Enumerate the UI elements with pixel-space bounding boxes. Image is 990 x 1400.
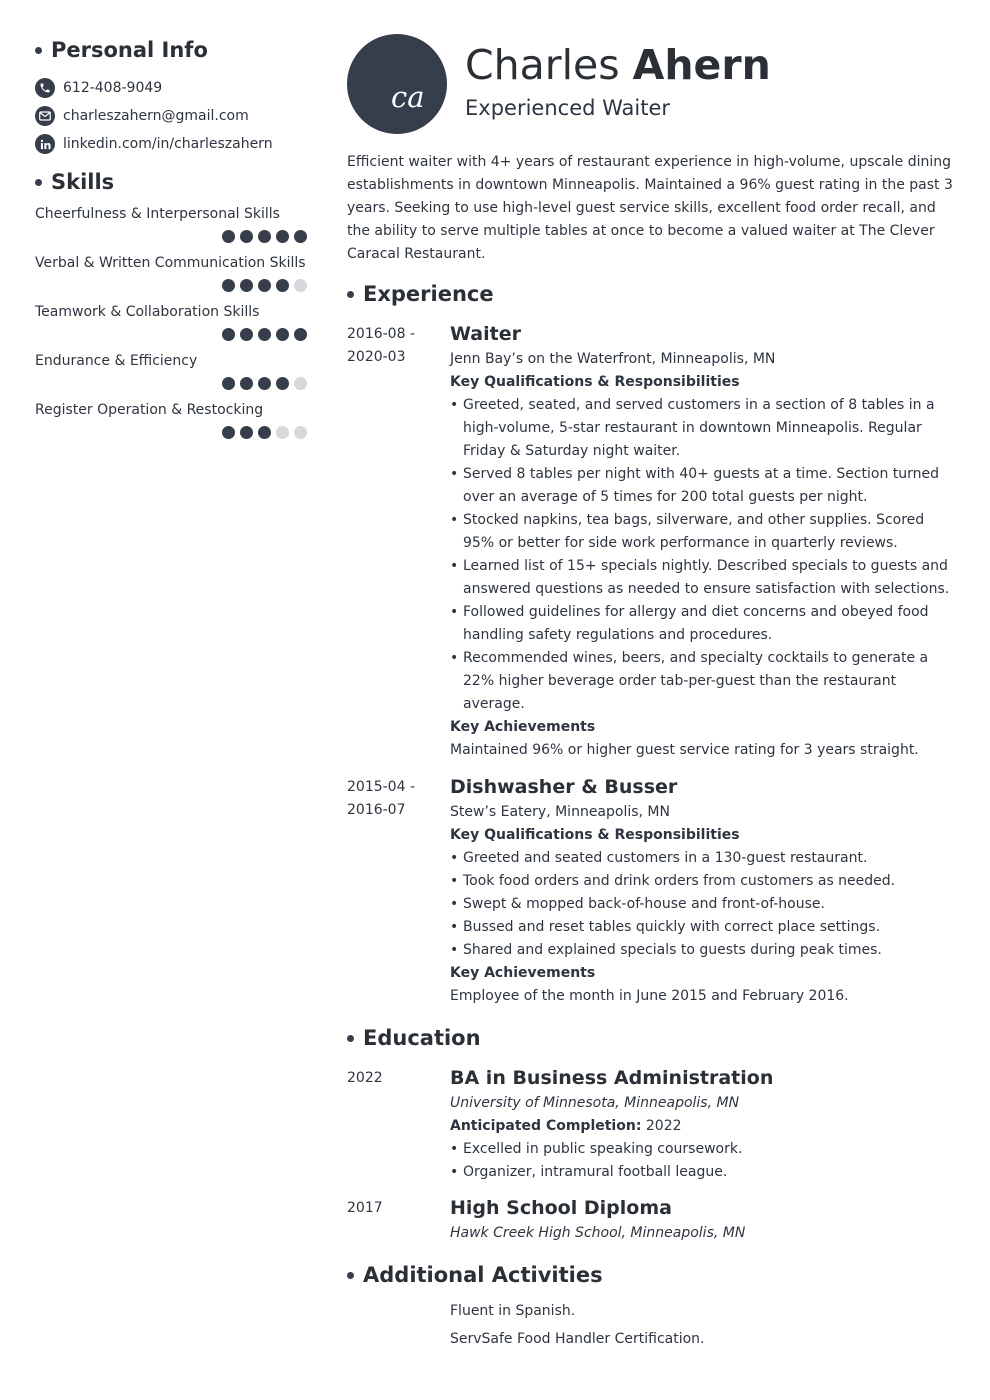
- experience-body: [450, 774, 957, 1008]
- skill-name: Endurance & Efficiency: [35, 353, 198, 369]
- education-heading: Education: [347, 1026, 957, 1050]
- list-item: • Followed guidelines for allergy and diet concerns and obeyed food handling safety regulations and procedures.: [450, 601, 957, 647]
- skill-item: [35, 254, 307, 292]
- rating-dot-filled: [258, 328, 271, 341]
- education-body: [450, 1065, 957, 1184]
- skill-name: Register Operation & Restocking: [35, 402, 264, 418]
- list-item: • Bussed and reset tables quickly with correct place settings.: [450, 916, 957, 939]
- resume-header: [347, 34, 957, 134]
- date-start: 2015-04 -: [347, 779, 415, 795]
- email-address: charleszahern@gmail.com: [63, 108, 249, 124]
- education-bullets: [450, 1138, 957, 1184]
- envelope-icon: [35, 106, 55, 126]
- skills-list: [35, 205, 307, 439]
- company-name: Jenn Bay’s on the Waterfront, Minneapolis, MN: [450, 351, 776, 367]
- list-item: • Swept & mopped back-of-house and front-of-house.: [450, 893, 957, 916]
- list-item: • Served 8 tables per night with 40+ guests at a time. Section turned over an average of 5 times for 200 total guests per night.: [450, 463, 957, 509]
- rating-dot-filled: [294, 328, 307, 341]
- rating-dot-filled: [258, 279, 271, 292]
- activity-item: Fluent in Spanish.: [450, 1303, 576, 1319]
- skill-rating: [35, 230, 307, 243]
- completion-line: [450, 1115, 957, 1138]
- rating-dot-filled: [222, 377, 235, 390]
- company-name: Stew’s Eatery, Minneapolis, MN: [450, 804, 670, 820]
- skill-item: [35, 205, 307, 243]
- rating-dot-filled: [222, 328, 235, 341]
- education-date: 2017: [347, 1200, 383, 1216]
- skill-rating: [35, 279, 307, 292]
- rating-dot-empty: [276, 426, 289, 439]
- achievements-label: Key Achievements: [450, 965, 596, 981]
- rating-dot-filled: [240, 328, 253, 341]
- rating-dot-empty: [294, 426, 307, 439]
- rating-dot-filled: [276, 328, 289, 341]
- list-item: • Shared and explained specials to guests during peak times.: [450, 939, 957, 962]
- rating-dot-filled: [276, 377, 289, 390]
- rating-dot-filled: [240, 230, 253, 243]
- activity-item: ServSafe Food Handler Certification.: [450, 1331, 705, 1347]
- heading-bullet: [347, 291, 354, 298]
- skill-name: Cheerfulness & Interpersonal Skills: [35, 206, 280, 222]
- school-name: University of Minnesota, Minneapolis, MN: [450, 1095, 740, 1111]
- degree-title: BA in Business Administration: [450, 1067, 774, 1089]
- skill-item: [35, 303, 307, 341]
- last-name: Ahern: [632, 41, 771, 89]
- activities-section: [347, 1263, 957, 1347]
- job-role: Waiter: [450, 323, 521, 345]
- rating-dot-empty: [294, 279, 307, 292]
- summary: Efficient waiter with 4+ years of restaurant experience in high-volume, upscale dining establishments in downtown Minneapolis. Maintained a 96% guest rating in the past 3 years. Seeking to use high-level guest service skills, excellent food order recall, and the ability to serve multiple tables at once to become a valued waiter at The Clever Caracal Restaurant.: [347, 154, 953, 262]
- list-item: • Stocked napkins, tea bags, silverware, and other supplies. Scored 95% or better for side work performance in quarterly reviews.: [450, 509, 957, 555]
- rating-dot-filled: [276, 230, 289, 243]
- experience-entry: [347, 774, 957, 1008]
- rating-dot-filled: [276, 279, 289, 292]
- date-start: 2016-08 -: [347, 326, 415, 342]
- linkedin-row[interactable]: [35, 130, 307, 158]
- education-body: [450, 1195, 957, 1245]
- skill-rating: [35, 328, 307, 341]
- skill-name: Teamwork & Collaboration Skills: [35, 304, 260, 320]
- rating-dot-filled: [222, 230, 235, 243]
- phone-number: 612-408-9049: [63, 80, 163, 96]
- responsibilities-label: Key Qualifications & Responsibilities: [450, 374, 740, 390]
- education-date: 2022: [347, 1070, 383, 1086]
- achievement-text: Maintained 96% or higher guest service rating for 3 years straight.: [450, 742, 919, 758]
- skill-item: [35, 401, 307, 439]
- experience-entry: [347, 321, 957, 762]
- list-item: • Excelled in public speaking coursework.: [450, 1138, 957, 1161]
- heading-bullet: [35, 179, 42, 186]
- education-entry: [347, 1195, 957, 1245]
- email-row[interactable]: [35, 102, 307, 130]
- list-item: • Greeted and seated customers in a 130-guest restaurant.: [450, 847, 957, 870]
- first-name: Charles: [465, 41, 620, 89]
- avatar-initials: ca: [391, 80, 425, 114]
- degree-title: High School Diploma: [450, 1197, 672, 1219]
- list-item: • Learned list of 15+ specials nightly. Described specials to guests and answered questions as needed to ensure satisfaction with selections.: [450, 555, 957, 601]
- list-item: • Organizer, intramural football league.: [450, 1161, 957, 1184]
- activities-heading: Additional Activities: [347, 1263, 957, 1287]
- experience-heading: Experience: [347, 282, 957, 306]
- rating-dot-filled: [240, 426, 253, 439]
- list-item: • Took food orders and drink orders from customers as needed.: [450, 870, 957, 893]
- experience-dates: [347, 774, 450, 1008]
- completion-label: Anticipated Completion:: [450, 1118, 642, 1134]
- personal-info-heading: Personal Info: [35, 38, 307, 62]
- school-name: Hawk Creek High School, Minneapolis, MN: [450, 1225, 746, 1241]
- experience-dates: [347, 321, 450, 762]
- responsibilities-list: [450, 847, 957, 962]
- responsibilities-label: Key Qualifications & Responsibilities: [450, 827, 740, 843]
- responsibilities-list: [450, 394, 957, 716]
- education-section: [347, 1026, 957, 1245]
- rating-dot-filled: [294, 230, 307, 243]
- experience-body: [450, 321, 957, 762]
- main-content: [347, 34, 957, 1347]
- linkedin-icon: [35, 134, 55, 154]
- date-end: 2016-07: [347, 802, 406, 818]
- phone-row[interactable]: [35, 74, 307, 102]
- rating-dot-filled: [222, 279, 235, 292]
- name-block: [465, 40, 771, 120]
- initials-avatar: [347, 34, 447, 134]
- rating-dot-filled: [258, 230, 271, 243]
- skills-heading: Skills: [35, 170, 307, 194]
- education-entry: [347, 1065, 957, 1184]
- job-role: Dishwasher & Busser: [450, 776, 678, 798]
- completion-value: 2022: [645, 1118, 682, 1134]
- rating-dot-filled: [258, 426, 271, 439]
- rating-dot-filled: [240, 377, 253, 390]
- achievements-label: Key Achievements: [450, 719, 596, 735]
- candidate-name: [465, 40, 771, 90]
- rating-dot-filled: [222, 426, 235, 439]
- sidebar: [35, 38, 307, 439]
- skill-rating: [35, 377, 307, 390]
- date-end: 2020-03: [347, 349, 406, 365]
- skill-name: Verbal & Written Communication Skills: [35, 255, 306, 271]
- phone-icon: [35, 78, 55, 98]
- experience-section: [347, 282, 957, 1008]
- job-title: Experienced Waiter: [465, 96, 671, 120]
- list-item: • Greeted, seated, and served customers in a section of 8 tables in a high-volume, 5-star restaurant in downtown Minneapolis. Regular Friday & Saturday night waiter.: [450, 394, 957, 463]
- rating-dot-empty: [294, 377, 307, 390]
- heading-bullet: [347, 1035, 354, 1042]
- heading-bullet: [347, 1272, 354, 1279]
- list-item: • Recommended wines, beers, and specialty cocktails to generate a 22% higher beverage order tab-per-guest than the restaurant average.: [450, 647, 957, 716]
- linkedin-url: linkedin.com/in/charleszahern: [63, 136, 273, 152]
- achievement-text: Employee of the month in June 2015 and February 2016.: [450, 988, 849, 1004]
- rating-dot-filled: [258, 377, 271, 390]
- skill-item: [35, 352, 307, 390]
- contact-list: [35, 74, 307, 158]
- rating-dot-filled: [240, 279, 253, 292]
- heading-bullet: [35, 47, 42, 54]
- skill-rating: [35, 426, 307, 439]
